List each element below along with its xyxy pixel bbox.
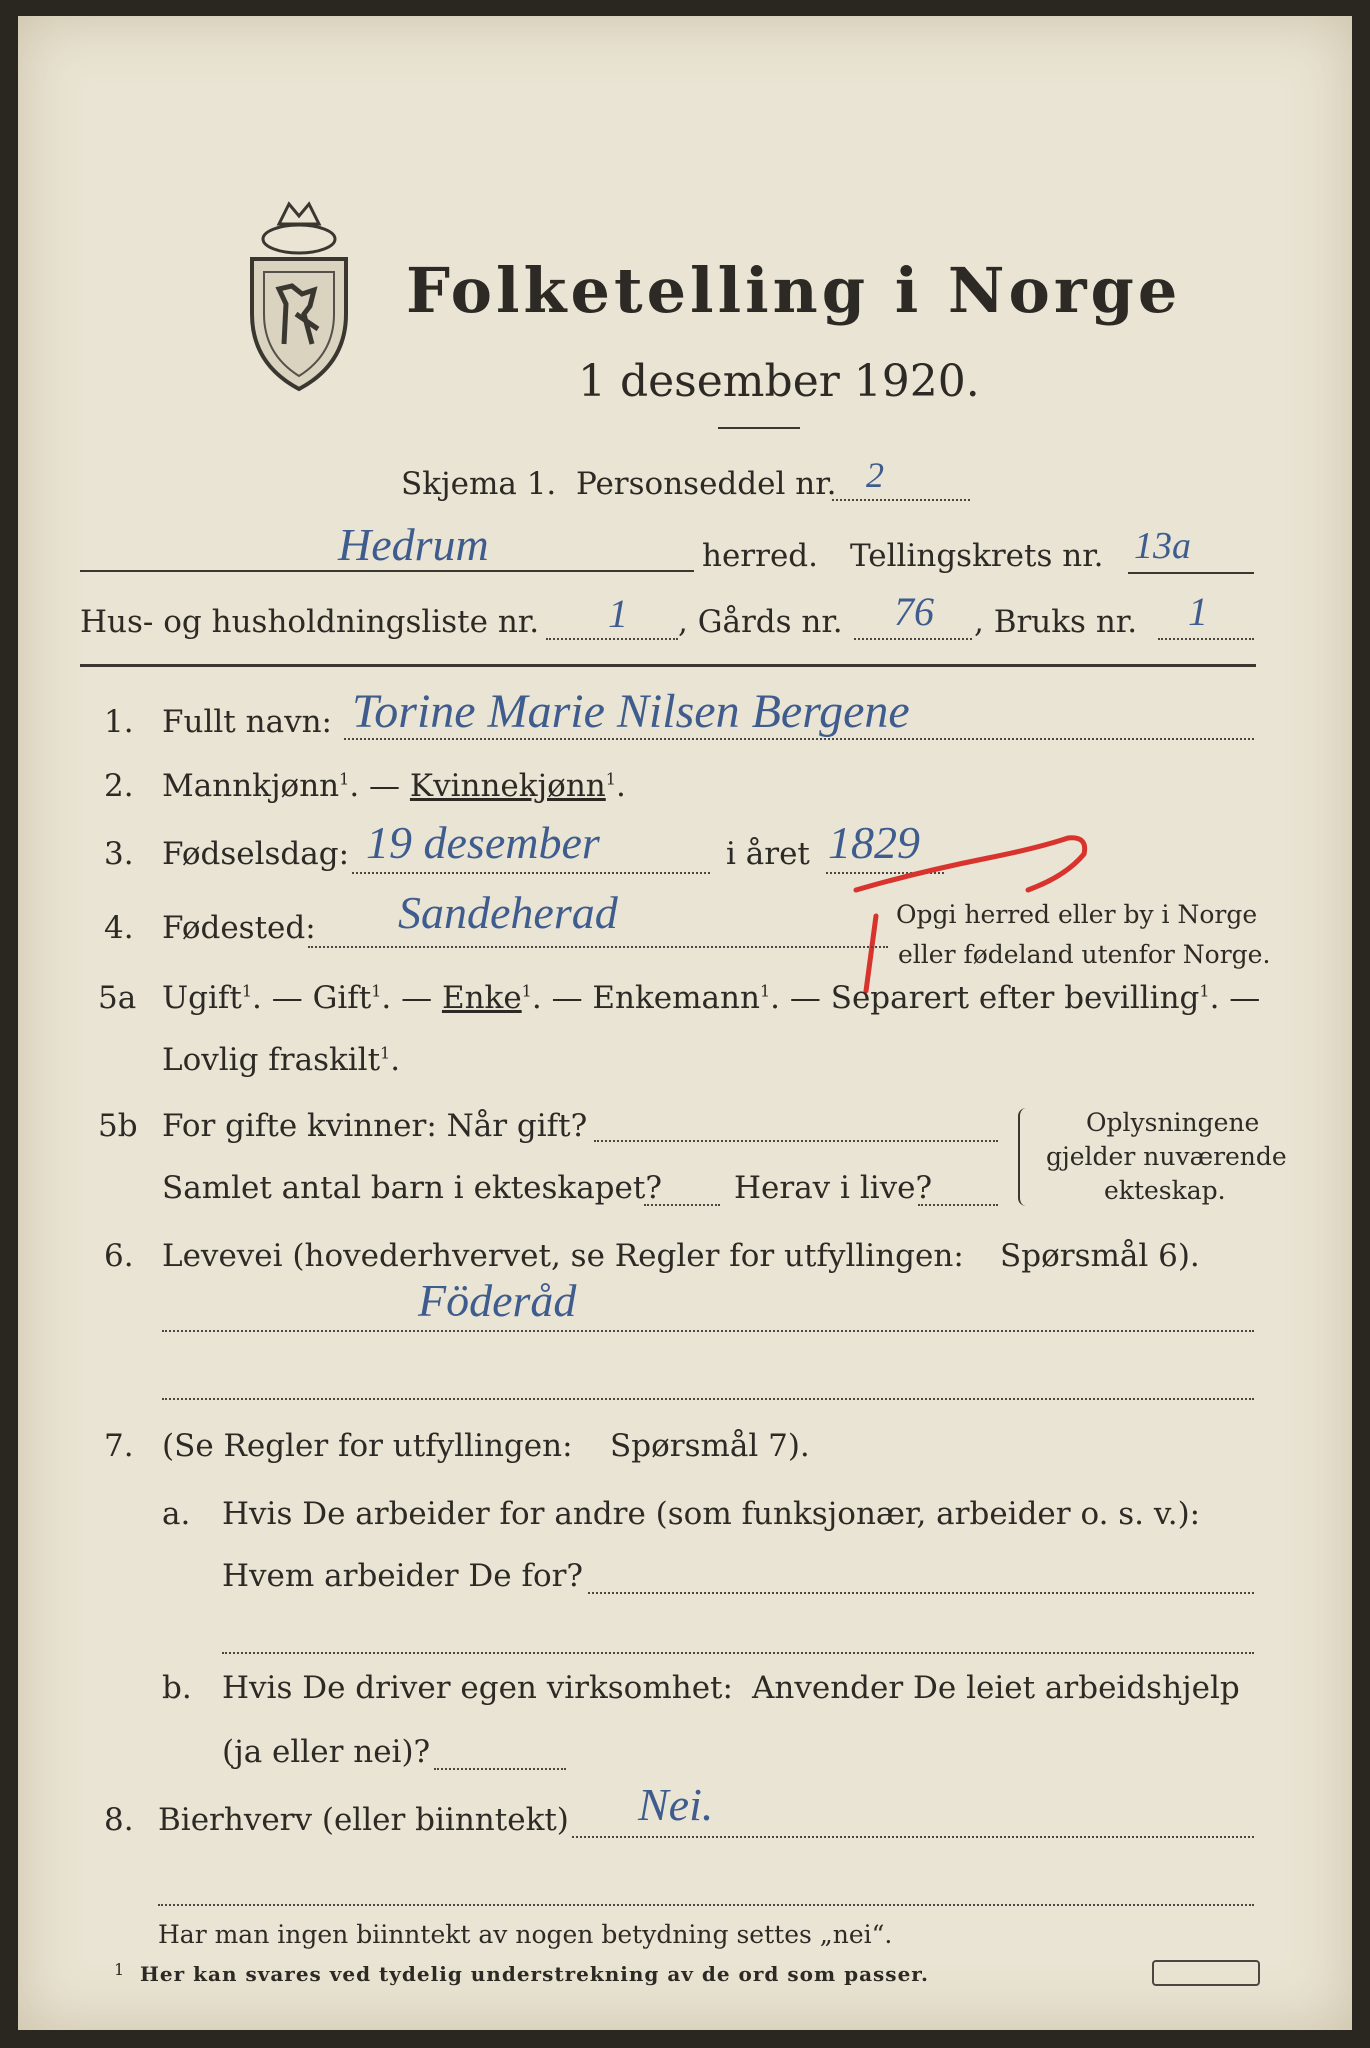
q4-note-line1: Opgi herred eller by i Norge [896,900,1258,929]
q1-label: Fullt navn: [162,704,332,740]
q5a-separator: . — [381,980,442,1016]
footnote-mark: 1 [114,1960,125,1979]
q5a-line2-end: . [390,1042,401,1078]
footnote-ref: 1 [241,981,253,1001]
bruks-value: 1 [1188,589,1208,634]
skjema-label: Skjema 1. [401,466,557,502]
q5a-line2 [162,1042,400,1078]
q5b-note2: gjelder nuværende [1046,1142,1287,1171]
q5b-note1: Oplysningene [1086,1108,1260,1137]
full-name-value: Torine Marie Nilsen Bergene [352,685,910,738]
bruks-line [1158,638,1254,640]
personseddel-value: 2 [866,455,884,495]
title-divider [718,427,800,429]
census-date: 1 desember 1920. [578,356,980,407]
footnote-ref: 1 [521,981,532,1001]
footnote-ref: 1 [371,981,382,1001]
q6-number: 6. [104,1238,134,1274]
birth-day-value: 19 desember [366,817,600,868]
gards-value: 76 [894,589,934,634]
footnote-ref: 1 [759,981,771,1001]
male-option: Mannkjønn [162,768,340,804]
q4-line [308,946,888,948]
hus-label: Hus- og husholdningsliste nr. [80,604,540,640]
footer-note: Har man ingen biinntekt av nogen betydning settes „nei“. [158,1920,893,1949]
q4-number: 4. [104,910,134,946]
q7b-line1: Hvis De driver egen virksomhet: [222,1670,733,1706]
q6-label: Levevei (hovederhvervet, se Regler for utfyllingen: [162,1238,964,1274]
q5b-brace [1018,1108,1030,1206]
q7a-line2: Hvem arbeider De for? [222,1558,584,1594]
footnote-ref: 1 [339,769,350,789]
q5a-number: 5a [98,980,137,1016]
census-form [18,16,1352,2030]
q3-day-line [352,872,710,874]
q5a-marital-options [162,980,1260,1016]
q4-label: Fødested: [162,910,316,946]
birth-year-value: 1829 [828,817,920,868]
footnote-ref: 1 [380,1043,391,1063]
q7a-line [588,1592,1254,1594]
q7b-number: b. [162,1670,192,1706]
q2-sex-options [162,768,626,804]
enkemann-option: . — Enkemann [531,980,760,1016]
hus-value: 1 [608,591,628,636]
q1-number: 1. [104,704,134,740]
q7b-line2: (ja eller nei)? [222,1734,431,1770]
q3-number: 3. [104,836,134,872]
footnote-ref: 1 [1199,981,1210,1001]
q5b-live-line [918,1204,998,1206]
q8-label: Bierhverv (eller biinntekt) [158,1802,569,1838]
q2-end: . [615,768,626,804]
q7b-line1b: Anvender De leiet arbeidshjelp [752,1670,1240,1706]
q5a-end: . — [1209,980,1261,1016]
tellingskrets-label: Tellingskrets nr. [850,538,1104,574]
q7b-line [434,1768,566,1770]
q7a-line1: Hvis De arbeider for andre (som funksjonær, arbeider o. s. v.): [222,1496,1201,1532]
personseddel-label: Personseddel nr. [576,466,837,502]
personseddel-line [832,499,970,501]
q5b-number: 5b [98,1108,138,1144]
footnote-text: Her kan svares ved tydelig understrekning av de ord som passer. [140,1962,929,1986]
header-divider [80,664,1256,667]
q8-line [572,1836,1254,1838]
printer-stamp [1152,1960,1260,1986]
form-title: Folketelling i Norge [406,254,1182,327]
q7-label2: Spørsmål 7). [610,1428,810,1464]
q5b-line2b: Herav i live? [734,1170,933,1206]
gift-option: . — Gift [252,980,372,1016]
herred-label: herred. [702,538,818,574]
occupation-value: Föderåd [418,1275,577,1326]
fraskilt-option: Lovlig fraskilt [162,1042,381,1078]
q7a-line-extra [222,1652,1254,1654]
gards-line [854,638,972,640]
q5b-line1: For gifte kvinner: Når gift? [162,1108,588,1144]
q6-line1 [162,1330,1254,1332]
separert-option: . — Separert efter bevilling [770,980,1200,1016]
gards-label: , Gårds nr. [678,604,843,640]
herred-value: Hedrum [338,519,489,570]
female-option-underlined: Kvinnekjønn [409,768,606,804]
q7a-number: a. [162,1496,191,1532]
q5b-note3: ekteskap. [1104,1176,1226,1205]
q5b-barn-line [644,1204,720,1206]
q3-year-label: i året [726,836,810,872]
q4-note-line2: eller fødeland utenfor Norge. [898,940,1271,969]
enke-option-underlined: Enke [441,980,522,1016]
footnote-ref: 1 [605,769,616,789]
hus-line [546,638,678,640]
tellingskrets-value: 13a [1134,525,1191,567]
q2-separator: . — [349,768,410,804]
q7-label: (Se Regler for utfyllingen: [162,1428,573,1464]
tellingskrets-line [1128,572,1254,574]
q7-number: 7. [104,1428,134,1464]
q6-line2 [162,1398,1254,1400]
q3-label: Fødselsdag: [162,836,350,872]
bruks-label: , Bruks nr. [974,604,1138,640]
q8-line2 [158,1904,1254,1906]
side-income-value: Nei. [638,1779,714,1830]
norway-coat-of-arms-icon [244,194,354,394]
ugift-option: Ugift [162,980,242,1016]
q6-label2: Spørsmål 6). [1000,1238,1200,1274]
birthplace-value: Sandeherad [398,887,618,938]
q5b-gift-line [594,1140,998,1142]
q2-number: 2. [104,768,134,804]
q5b-line2: Samlet antal barn i ekteskapet? [162,1170,662,1206]
q8-number: 8. [104,1802,134,1838]
